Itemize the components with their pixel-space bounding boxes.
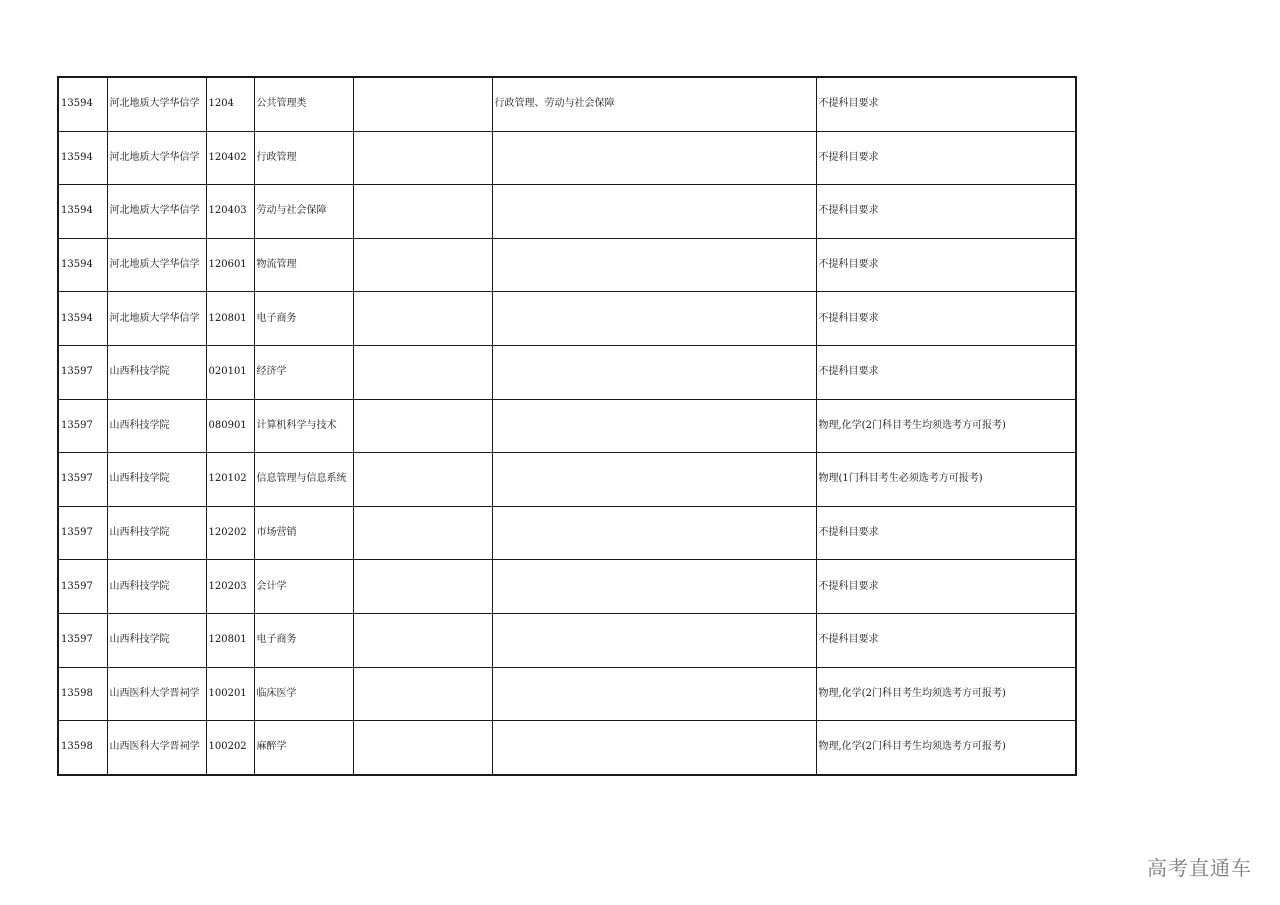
table-row [58, 399, 1076, 453]
major-code-cell: 1204 [206, 77, 254, 131]
subject-requirement-cell: 不提科目要求 [816, 77, 1076, 131]
table-row [58, 131, 1076, 185]
blank-cell [353, 238, 492, 292]
blank-cell [353, 131, 492, 185]
included-majors-cell [492, 131, 816, 185]
subject-requirement-cell: 不提科目要求 [816, 185, 1076, 239]
blank-cell [353, 77, 492, 131]
blank-cell [353, 399, 492, 453]
major-code-cell: 120601 [206, 238, 254, 292]
blank-cell [353, 185, 492, 239]
school-code-cell: 13597 [58, 560, 107, 614]
school-code-cell: 13594 [58, 292, 107, 346]
subject-requirement-cell: 不提科目要求 [816, 613, 1076, 667]
table-body [58, 77, 1076, 775]
major-name-cell: 劳动与社会保障 [254, 185, 353, 239]
included-majors-cell [492, 613, 816, 667]
major-name-cell: 临床医学 [254, 667, 353, 721]
table-row [58, 560, 1076, 614]
school-code-cell: 13597 [58, 453, 107, 507]
school-name-cell: 山西科技学院 [107, 453, 206, 507]
major-code-cell: 100202 [206, 721, 254, 775]
school-name-cell: 山西科技学院 [107, 613, 206, 667]
subject-requirement-cell: 物理,化学(2门科目考生均须选考方可报考) [816, 721, 1076, 775]
included-majors-cell [492, 185, 816, 239]
included-majors-cell [492, 399, 816, 453]
major-code-cell: 120202 [206, 506, 254, 560]
major-code-cell: 080901 [206, 399, 254, 453]
watermark-text: 高考直通车 [1147, 856, 1252, 880]
admission-requirements-table [57, 76, 1077, 776]
school-name-cell: 山西医科大学晋祠学 [107, 667, 206, 721]
school-code-cell: 13594 [58, 238, 107, 292]
school-code-cell: 13594 [58, 185, 107, 239]
major-code-cell: 120203 [206, 560, 254, 614]
included-majors-cell [492, 721, 816, 775]
subject-requirement-cell: 物理,化学(2门科目考生均须选考方可报考) [816, 667, 1076, 721]
major-name-cell: 会计学 [254, 560, 353, 614]
table-row [58, 453, 1076, 507]
table-row [58, 613, 1076, 667]
table-row [58, 238, 1076, 292]
school-code-cell: 13597 [58, 613, 107, 667]
blank-cell [353, 292, 492, 346]
school-code-cell: 13598 [58, 721, 107, 775]
included-majors-cell: 行政管理、劳动与社会保障 [492, 77, 816, 131]
school-code-cell: 13598 [58, 667, 107, 721]
school-code-cell: 13594 [58, 131, 107, 185]
major-code-cell: 020101 [206, 345, 254, 399]
school-name-cell: 山西医科大学晋祠学 [107, 721, 206, 775]
school-code-cell: 13597 [58, 345, 107, 399]
major-code-cell: 120402 [206, 131, 254, 185]
major-name-cell: 电子商务 [254, 613, 353, 667]
subject-requirement-cell: 不提科目要求 [816, 238, 1076, 292]
blank-cell [353, 345, 492, 399]
subject-requirement-cell: 物理(1门科目考生必须选考方可报考) [816, 453, 1076, 507]
school-code-cell: 13594 [58, 77, 107, 131]
blank-cell [353, 560, 492, 614]
school-name-cell: 山西科技学院 [107, 560, 206, 614]
major-name-cell: 市场营销 [254, 506, 353, 560]
table-row [58, 506, 1076, 560]
major-name-cell: 信息管理与信息系统 [254, 453, 353, 507]
major-name-cell: 麻醉学 [254, 721, 353, 775]
table-row [58, 185, 1076, 239]
included-majors-cell [492, 292, 816, 346]
included-majors-cell [492, 453, 816, 507]
major-name-cell: 公共管理类 [254, 77, 353, 131]
included-majors-cell [492, 667, 816, 721]
school-name-cell: 山西科技学院 [107, 399, 206, 453]
major-code-cell: 120801 [206, 292, 254, 346]
included-majors-cell [492, 506, 816, 560]
school-code-cell: 13597 [58, 506, 107, 560]
blank-cell [353, 667, 492, 721]
school-name-cell: 山西科技学院 [107, 506, 206, 560]
school-code-cell: 13597 [58, 399, 107, 453]
major-name-cell: 电子商务 [254, 292, 353, 346]
major-code-cell: 120403 [206, 185, 254, 239]
table-row [58, 77, 1076, 131]
subject-requirement-cell: 不提科目要求 [816, 131, 1076, 185]
subject-requirement-cell: 不提科目要求 [816, 345, 1076, 399]
major-name-cell: 物流管理 [254, 238, 353, 292]
major-code-cell: 100201 [206, 667, 254, 721]
subject-requirement-cell: 不提科目要求 [816, 292, 1076, 346]
major-name-cell: 经济学 [254, 345, 353, 399]
blank-cell [353, 453, 492, 507]
major-code-cell: 120102 [206, 453, 254, 507]
blank-cell [353, 721, 492, 775]
blank-cell [353, 613, 492, 667]
major-name-cell: 计算机科学与技术 [254, 399, 353, 453]
table-row [58, 292, 1076, 346]
subject-requirement-cell: 不提科目要求 [816, 506, 1076, 560]
school-name-cell: 河北地质大学华信学 [107, 77, 206, 131]
school-name-cell: 河北地质大学华信学 [107, 292, 206, 346]
blank-cell [353, 506, 492, 560]
school-name-cell: 河北地质大学华信学 [107, 185, 206, 239]
included-majors-cell [492, 238, 816, 292]
school-name-cell: 山西科技学院 [107, 345, 206, 399]
major-code-cell: 120801 [206, 613, 254, 667]
subject-requirement-cell: 不提科目要求 [816, 560, 1076, 614]
major-name-cell: 行政管理 [254, 131, 353, 185]
school-name-cell: 河北地质大学华信学 [107, 131, 206, 185]
included-majors-cell [492, 345, 816, 399]
subject-requirement-cell: 物理,化学(2门科目考生均须选考方可报考) [816, 399, 1076, 453]
included-majors-cell [492, 560, 816, 614]
table-row [58, 721, 1076, 775]
school-name-cell: 河北地质大学华信学 [107, 238, 206, 292]
table-row [58, 667, 1076, 721]
table-row [58, 345, 1076, 399]
